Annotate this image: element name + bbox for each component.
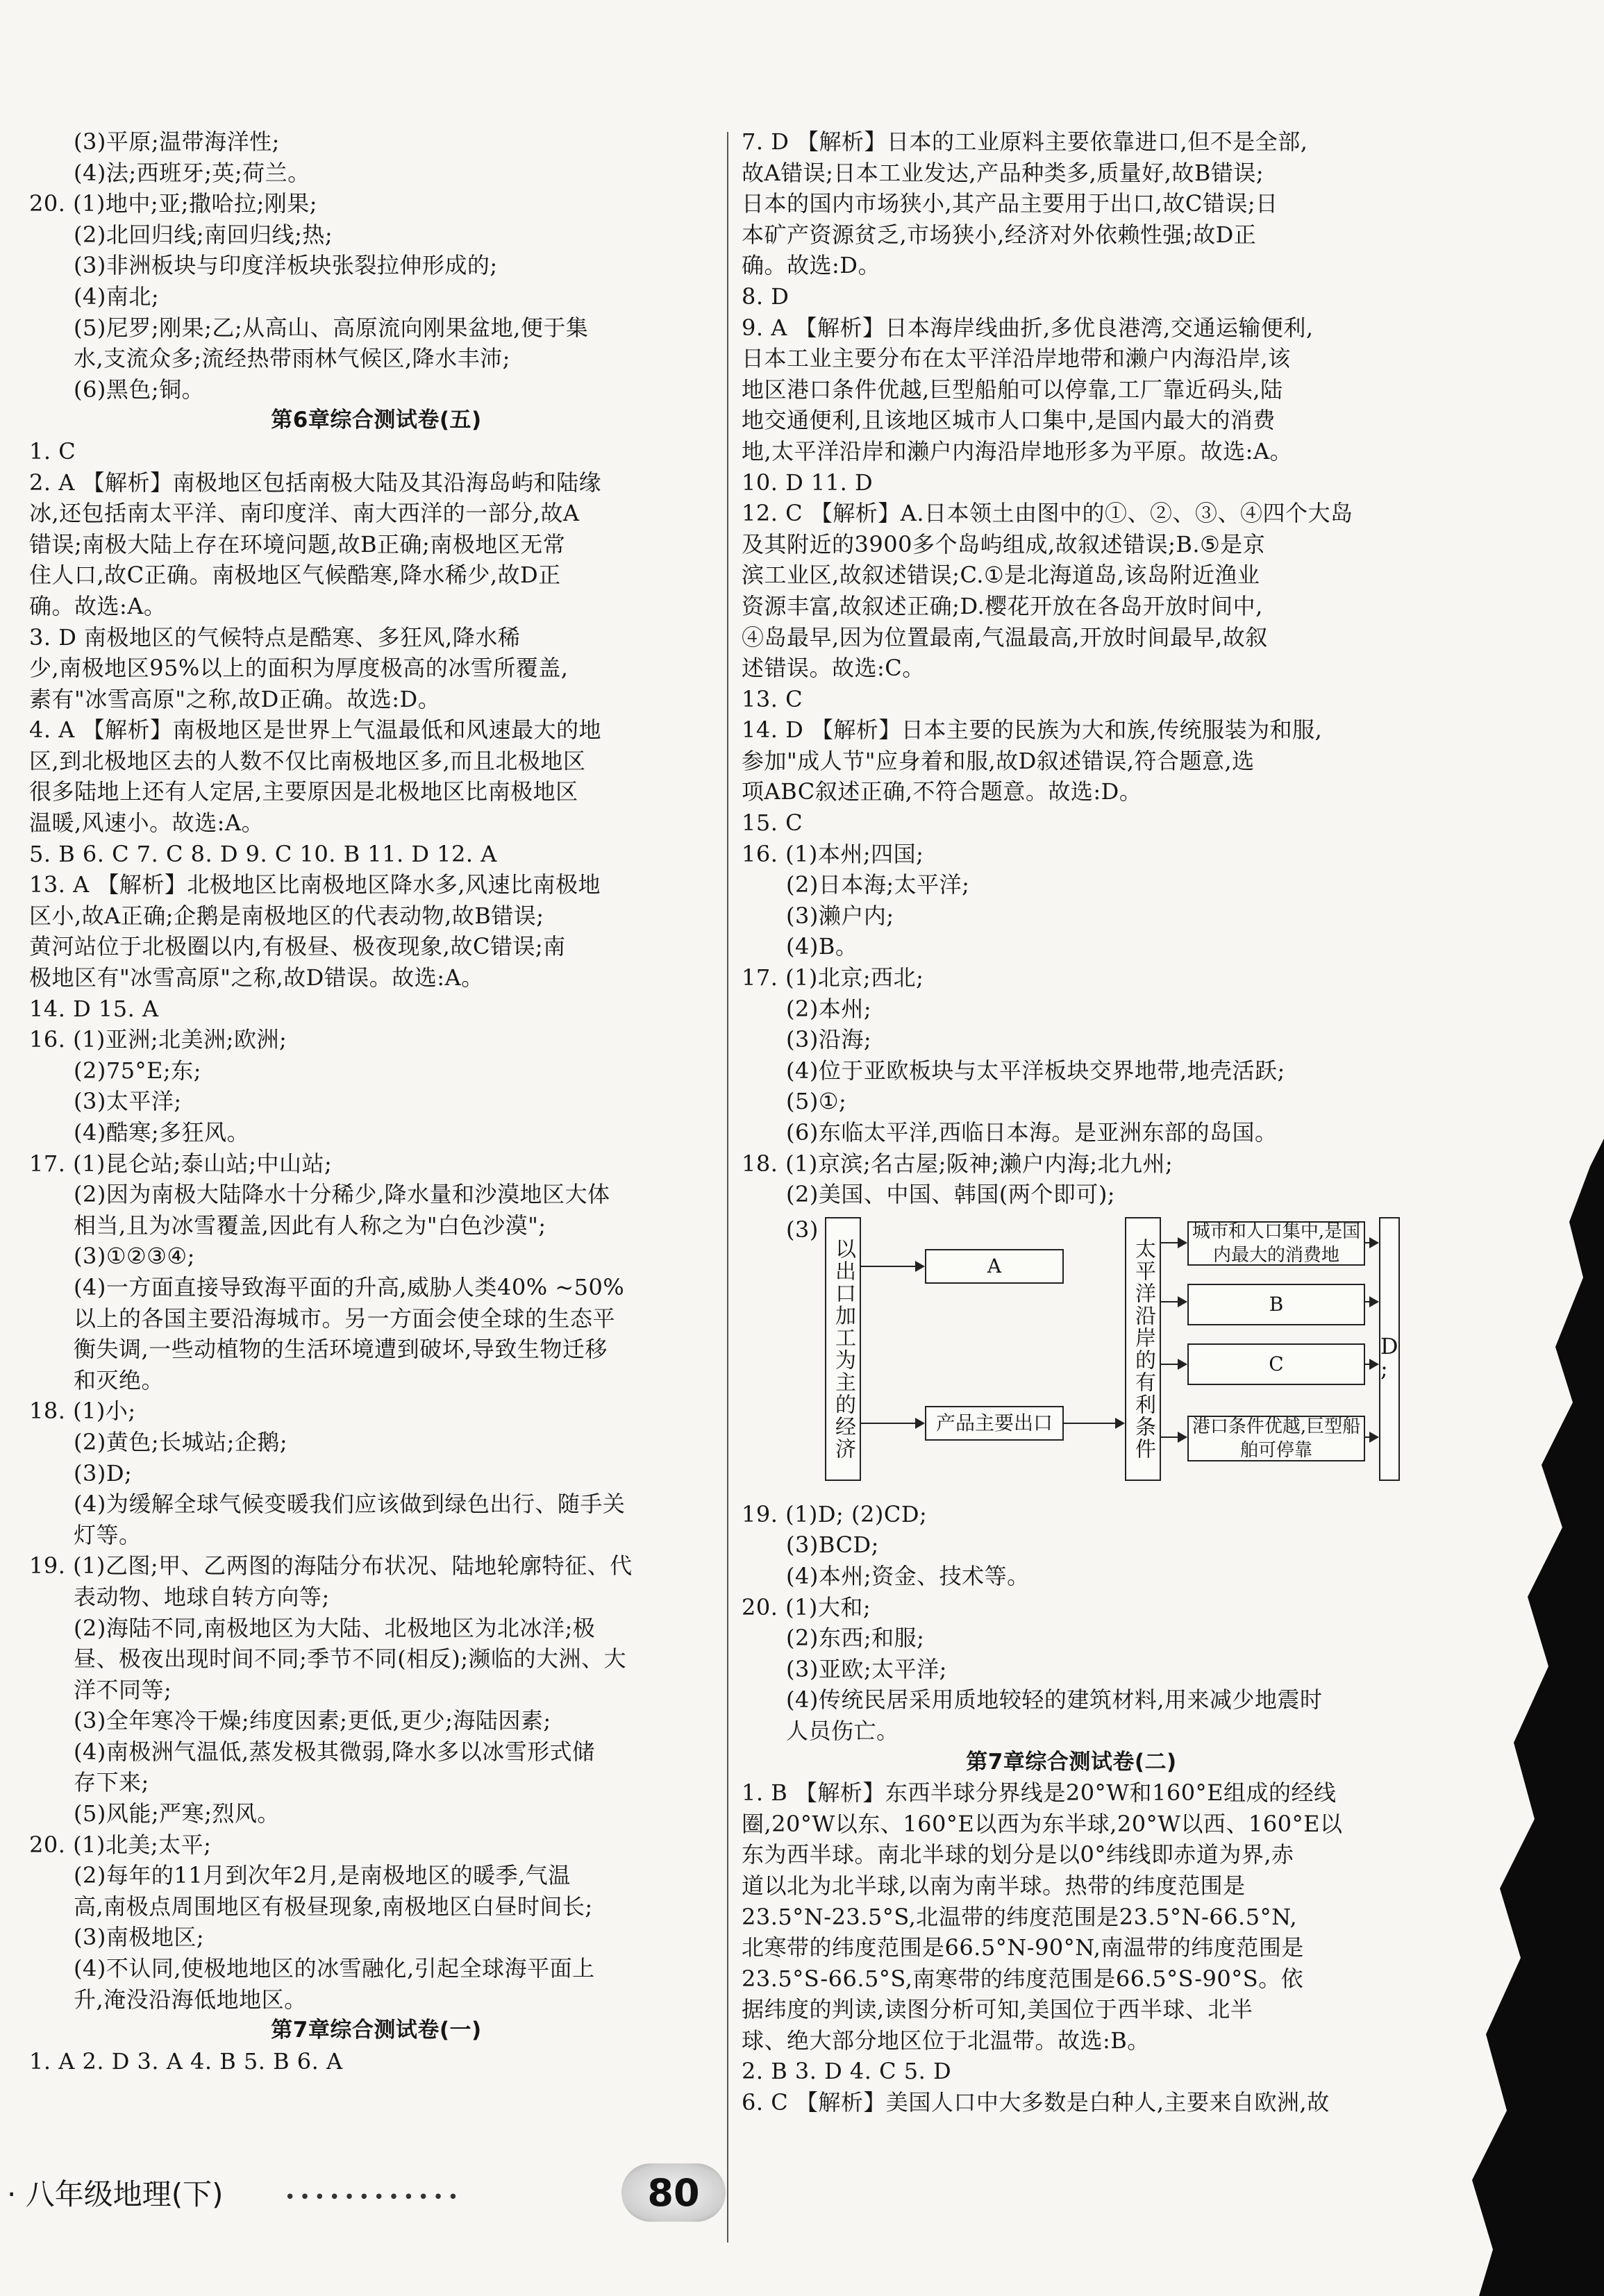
answer-line: 16. (1)本州;四国; (742, 840, 924, 867)
answer-line: (3)BCD; (786, 1532, 879, 1559)
answer-line: (4)南北; (74, 283, 160, 310)
answer-line: 14. D 15. A (29, 995, 159, 1022)
answer-line: 13. A 【解析】北极地区比南极地区降水多,风速比南极地 (29, 871, 601, 898)
answer-line: 升,淹没沿海低地地区。 (74, 1986, 307, 2013)
answer-line: 10. D 11. D (742, 469, 874, 496)
answer-line: 20. (1)地中;亚;撒哈拉;刚果; (29, 190, 318, 217)
arrow-to-b (1161, 1301, 1186, 1302)
answer-line: 极地区有"冰雪高原"之称,故D错误。故选:A。 (29, 964, 484, 991)
arrow-to-city (1161, 1242, 1186, 1243)
answer-line: 确。故选:A。 (29, 592, 167, 619)
section-heading: 第7章综合测试卷(二) (966, 1749, 1177, 1775)
answer-line: (3)沿海; (786, 1026, 872, 1053)
flowchart-trailing: ; (1380, 1355, 1389, 1382)
answer-line: (4)为缓解全球气候变暖我们应该做到绿色出行、随手关 (74, 1491, 626, 1518)
answer-line: ④岛最早,因为位置最南,气温最高,开放时间最早,故叙 (742, 623, 1268, 651)
flowchart-left-vertical: 以出口加工为主的经济 (825, 1217, 861, 1481)
answer-line: (4)位于亚欧板块与太平洋板块交界地带,地壳活跃; (786, 1057, 1285, 1084)
answer-line: 住人口,故C正确。南极地区气候酷寒,降水稀少,故D正 (29, 562, 561, 589)
left-column (29, 126, 724, 2077)
answer-line: 存下来; (74, 1769, 149, 1796)
answer-line: 17. (1)昆仑站;泰山站;中山站; (29, 1150, 333, 1177)
flowchart-box-d-label: D (1380, 1332, 1399, 1359)
answer-line: 日本工业主要分布在太平洋沿岸地带和濑户内海沿岸,该 (742, 345, 1291, 372)
answer-line: (3)D; (74, 1459, 133, 1486)
answer-line: (3)南极地区; (74, 1924, 205, 1951)
answer-line: 据纬度的判读,读图分析可知,美国位于西半球、北半 (742, 1996, 1253, 2023)
footer-title: · 八年级地理(下) (7, 2177, 224, 2211)
answer-line: 素有"冰雪高原"之称,故D正确。故选:D。 (29, 685, 441, 712)
answer-line: (2)海陆不同,南极地区为大陆、北极地区为北冰洋;极 (74, 1614, 596, 1641)
arrow-port-to-d (1365, 1436, 1378, 1438)
column-divider (727, 132, 728, 2243)
answer-line: 球、绝大部分地区位于北温带。故选:B。 (742, 2027, 1150, 2054)
answer-line: 圈,20°W以东、160°E以西为东半球,20°W以西、160°E以 (742, 1810, 1343, 1837)
answer-line: 衡失调,一些动植物的生活环境遭到破坏,导致生物迁移 (74, 1336, 608, 1363)
flowchart-middle-vertical: 太平洋沿岸的有利条件 (1125, 1217, 1161, 1481)
page-footer (0, 2159, 1604, 2243)
answer-line: 述错误。故选:C。 (742, 655, 925, 682)
page-number: 80 (647, 2170, 700, 2215)
answer-line: 6. C 【解析】美国人口中大多数是白种人,主要来自欧洲,故 (742, 2089, 1330, 2116)
answer-line: 水,支流众多;流经热带雨林气候区,降水丰沛; (74, 345, 510, 372)
answer-line: 人员伤亡。 (786, 1717, 899, 1744)
answer-line: 2. B 3. D 4. C 5. D (742, 2058, 952, 2085)
answer-line: 确。故选:D。 (742, 252, 880, 279)
flowchart (742, 1214, 1401, 1492)
answer-line: 15. C (742, 810, 803, 837)
answer-line: 18. (1)京滨;名古屋;阪神;濑户内海;北九州; (742, 1150, 1173, 1177)
answer-line: 及其附近的3900多个岛屿组成,故叙述错误;B.⑤是京 (742, 530, 1266, 558)
footer-dots: •••••••••••• (285, 2187, 463, 2208)
answer-line: 16. (1)亚洲;北美洲;欧洲; (29, 1026, 287, 1053)
answer-line: (3)①②③④; (74, 1243, 195, 1270)
answer-line: (6)东临太平洋,西临日本海。是亚洲东部的岛国。 (786, 1119, 1278, 1146)
answer-line: 地交通便利,且该地区城市人口集中,是国内最大的消费 (742, 407, 1276, 434)
arrow-to-c (1161, 1364, 1186, 1365)
answer-line: 区,到北极地区去的人数不仅比南极地区多,而且北极地区 (29, 747, 586, 774)
answer-line: (4)一方面直接导致海平面的升高,威胁人类40% ~50% (74, 1273, 625, 1300)
page-number-badge (621, 2163, 726, 2222)
answer-line: (3)亚欧;太平洋; (786, 1655, 947, 1682)
answer-line: 18. (1)小; (29, 1398, 136, 1425)
answer-line: (4)不认同,使极地地区的冰雪融化,引起全球海平面上 (74, 1955, 595, 1982)
flowchart-box-a: A (925, 1249, 1064, 1284)
answer-line: 1. B 【解析】东西半球分界线是20°W和160°E组成的经线 (742, 1779, 1337, 1807)
answer-line: 高,南极点周围地区有极昼现象,南极地区白昼时间长; (74, 1893, 593, 1920)
section-heading: 第7章综合测试卷(一) (271, 2018, 482, 2043)
flowchart-box-c: C (1187, 1343, 1365, 1385)
arrow-c-to-d (1365, 1364, 1378, 1365)
right-column-top (742, 126, 1401, 1210)
answer-line: (3)濑户内; (786, 902, 894, 929)
answer-line: (3)太平洋; (74, 1088, 182, 1115)
answer-line: (2)75°E;东; (74, 1057, 201, 1084)
answer-line: (6)黑色;铜。 (74, 376, 205, 403)
answer-line: 19. (1)D; (2)CD; (742, 1500, 928, 1527)
answer-line: (2)黄色;长城站;企鹅; (74, 1428, 288, 1455)
answer-line: 20. (1)北美;太平; (29, 1831, 212, 1858)
answer-line: 13. C (742, 685, 803, 712)
arrow-to-a (861, 1266, 924, 1267)
answer-line: (5)风能;严寒;烈风。 (74, 1800, 280, 1827)
answer-line: 黄河站位于北极圈以内,有极昼、极夜现象,故C错误;南 (29, 933, 566, 960)
answer-line: 少,南极地区95%以上的面积为厚度极高的冰雪所覆盖, (29, 655, 569, 682)
answer-line: 洋不同等; (74, 1676, 172, 1703)
answer-line: 很多陆地上还有人定居,主要原因是北极地区比南极地区 (29, 778, 578, 805)
answer-line: 3. D 南极地区的气候特点是酷寒、多狂风,降水稀 (29, 623, 521, 651)
answer-line: 道以北为北半球,以南为南半球。热带的纬度范围是 (742, 1872, 1246, 1899)
answer-line: 1. C (29, 437, 76, 464)
answer-line: (2)因为南极大陆降水十分稀少,降水量和沙漠地区大体 (74, 1181, 610, 1208)
answer-line: (3)全年寒冷干燥;纬度因素;更低,更少;海陆因素; (74, 1707, 551, 1734)
answer-line: 20. (1)大和; (742, 1593, 871, 1620)
answer-line: 日本的国内市场狭小,其产品主要用于出口,故C错误;日 (742, 190, 1278, 217)
answer-line: 地,太平洋沿岸和濑户内海沿岸地形多为平原。故选:A。 (742, 437, 1293, 464)
answer-line: 滨工业区,故叙述错误;C.①是北海道岛,该岛附近渔业 (742, 562, 1260, 589)
torn-page-edge (1451, 1139, 1604, 2296)
flowchart-box-export: 产品主要出口 (925, 1406, 1064, 1441)
answer-line: 7. D 【解析】日本的工业原料主要依靠进口,但不是全部, (742, 128, 1308, 155)
answer-line: (5)尼罗;刚果;乙;从高山、高原流向刚果盆地,便于集 (74, 314, 589, 341)
answer-line: 错误;南极大陆上存在环境问题,故B正确;南极地区无常 (29, 530, 566, 558)
answer-line: 地区港口条件优越,巨型船舶可以停靠,工厂靠近码头,陆 (742, 376, 1283, 403)
answer-line: 1. A 2. D 3. A 4. B 5. B 6. A (29, 2047, 343, 2075)
section-heading: 第6章综合测试卷(五) (271, 408, 482, 433)
answer-line: 19. (1)乙图;甲、乙两图的海陆分布状况、陆地轮廓特征、代 (29, 1552, 633, 1579)
answer-line: 5. B 6. C 7. C 8. D 9. C 10. B 11. D 12. A (29, 840, 497, 867)
right-column-bottom (742, 1499, 1401, 2118)
answer-line: (2)北回归线;南回归线;热; (74, 221, 333, 248)
answer-line: (2)东西;和服; (786, 1625, 925, 1652)
answer-line: (3)非洲板块与印度洋板块张裂拉伸形成的; (74, 252, 498, 279)
answer-line: (4)法;西班牙;英;荷兰。 (74, 159, 310, 186)
answer-line: 9. A 【解析】日本海岸线曲折,多优良港湾,交通运输便利, (742, 314, 1314, 341)
answer-line: (2)日本海;太平洋; (786, 871, 970, 898)
answer-line: (4)本州;资金、技术等。 (786, 1562, 1030, 1589)
answer-line: (4)酷寒;多狂风。 (74, 1119, 250, 1146)
answer-line: 表动物、地球自转方向等; (74, 1583, 330, 1610)
answer-line: 23.5°N-23.5°S,北温带的纬度范围是23.5°N-66.5°N, (742, 1903, 1298, 1930)
answer-line: (2)本州; (786, 995, 872, 1022)
flowchart-box-port: 港口条件优越,巨型船舶可停靠 (1187, 1416, 1365, 1461)
flowchart-box-city: 城市和人口集中,是国内最大的消费地 (1187, 1221, 1365, 1266)
answer-line: (2)美国、中国、韩国(两个即可); (786, 1181, 1116, 1208)
answer-line: 12. C 【解析】A.日本领土由图中的①、②、③、④四个大岛 (742, 500, 1353, 527)
answer-line: (3)平原;温带海洋性; (74, 128, 280, 155)
answer-line: 8. D (742, 283, 790, 310)
answer-line: 区小,故A正确;企鹅是南极地区的代表动物,故B错误; (29, 902, 544, 929)
answer-line: (2)每年的11月到次年2月,是南极地区的暖季,气温 (74, 1862, 571, 1889)
answer-line: 23.5°S-66.5°S,南寒带的纬度范围是66.5°S-90°S。依 (742, 1965, 1304, 1992)
answer-line: 温暖,风速小。故选:A。 (29, 810, 265, 837)
answer-line: 灯等。 (74, 1521, 142, 1548)
answer-line: 东为西半球。南北半球的划分是以0°纬线即赤道为界,赤 (742, 1841, 1294, 1868)
answer-line: 14. D 【解析】日本主要的民族为大和族,传统服装为和服, (742, 717, 1323, 744)
answer-line: 相当,且为冰雪覆盖,因此有人称之为"白色沙漠"; (74, 1212, 546, 1239)
answer-line: 冰,还包括南太平洋、南印度洋、南大西洋的一部分,故A (29, 500, 580, 527)
answer-line: 故A错误;日本工业发达,产品种类多,质量好,故B错误; (742, 159, 1264, 186)
flowchart-box-b: B (1187, 1284, 1365, 1325)
answer-line: 2. A 【解析】南极地区包括南极大陆及其沿海岛屿和陆缘 (29, 469, 601, 496)
answer-line: 参加"成人节"应身着和服,故D叙述错误,符合题意,选 (742, 747, 1255, 774)
answer-line: 北寒带的纬度范围是66.5°N-90°N,南温带的纬度范围是 (742, 1934, 1304, 1961)
arrow-to-export (861, 1423, 924, 1424)
arrow-to-port (1161, 1436, 1186, 1438)
answer-line: 17. (1)北京;西北; (742, 964, 924, 991)
answer-line: 以上的各国主要沿海城市。另一方面会使全球的生态平 (74, 1305, 616, 1332)
answer-line: (4)传统民居采用质地较轻的建筑材料,用来减少地震时 (786, 1686, 1323, 1713)
answer-line: 昼、极夜出现时间不同;季节不同(相反);濒临的大洲、大 (74, 1645, 627, 1673)
answer-line: (4)B。 (786, 933, 858, 960)
flowchart-item-label: (3) (786, 1216, 819, 1243)
arrow-b-to-d (1365, 1301, 1378, 1302)
answer-line: (4)南极洲气温低,蒸发极其微弱,降水多以冰雪形式储 (74, 1738, 595, 1765)
answer-line: 本矿产资源贫乏,市场狭小,经济对外依赖性强;故D正 (742, 221, 1257, 248)
answer-line: (5)①; (786, 1088, 847, 1115)
answer-line: 资源丰富,故叙述正确;D.樱花开放在各岛开放时间中, (742, 592, 1263, 619)
arrow-city-to-d (1365, 1242, 1378, 1243)
answer-line: 项ABC叙述正确,不符合题意。故选:D。 (742, 778, 1142, 805)
answer-line: 4. A 【解析】南极地区是世界上气温最低和风速最大的地 (29, 717, 601, 744)
arrow-export-to-middle (1064, 1423, 1123, 1424)
answer-line: 和灭绝。 (74, 1366, 165, 1393)
right-column (742, 126, 1401, 2118)
